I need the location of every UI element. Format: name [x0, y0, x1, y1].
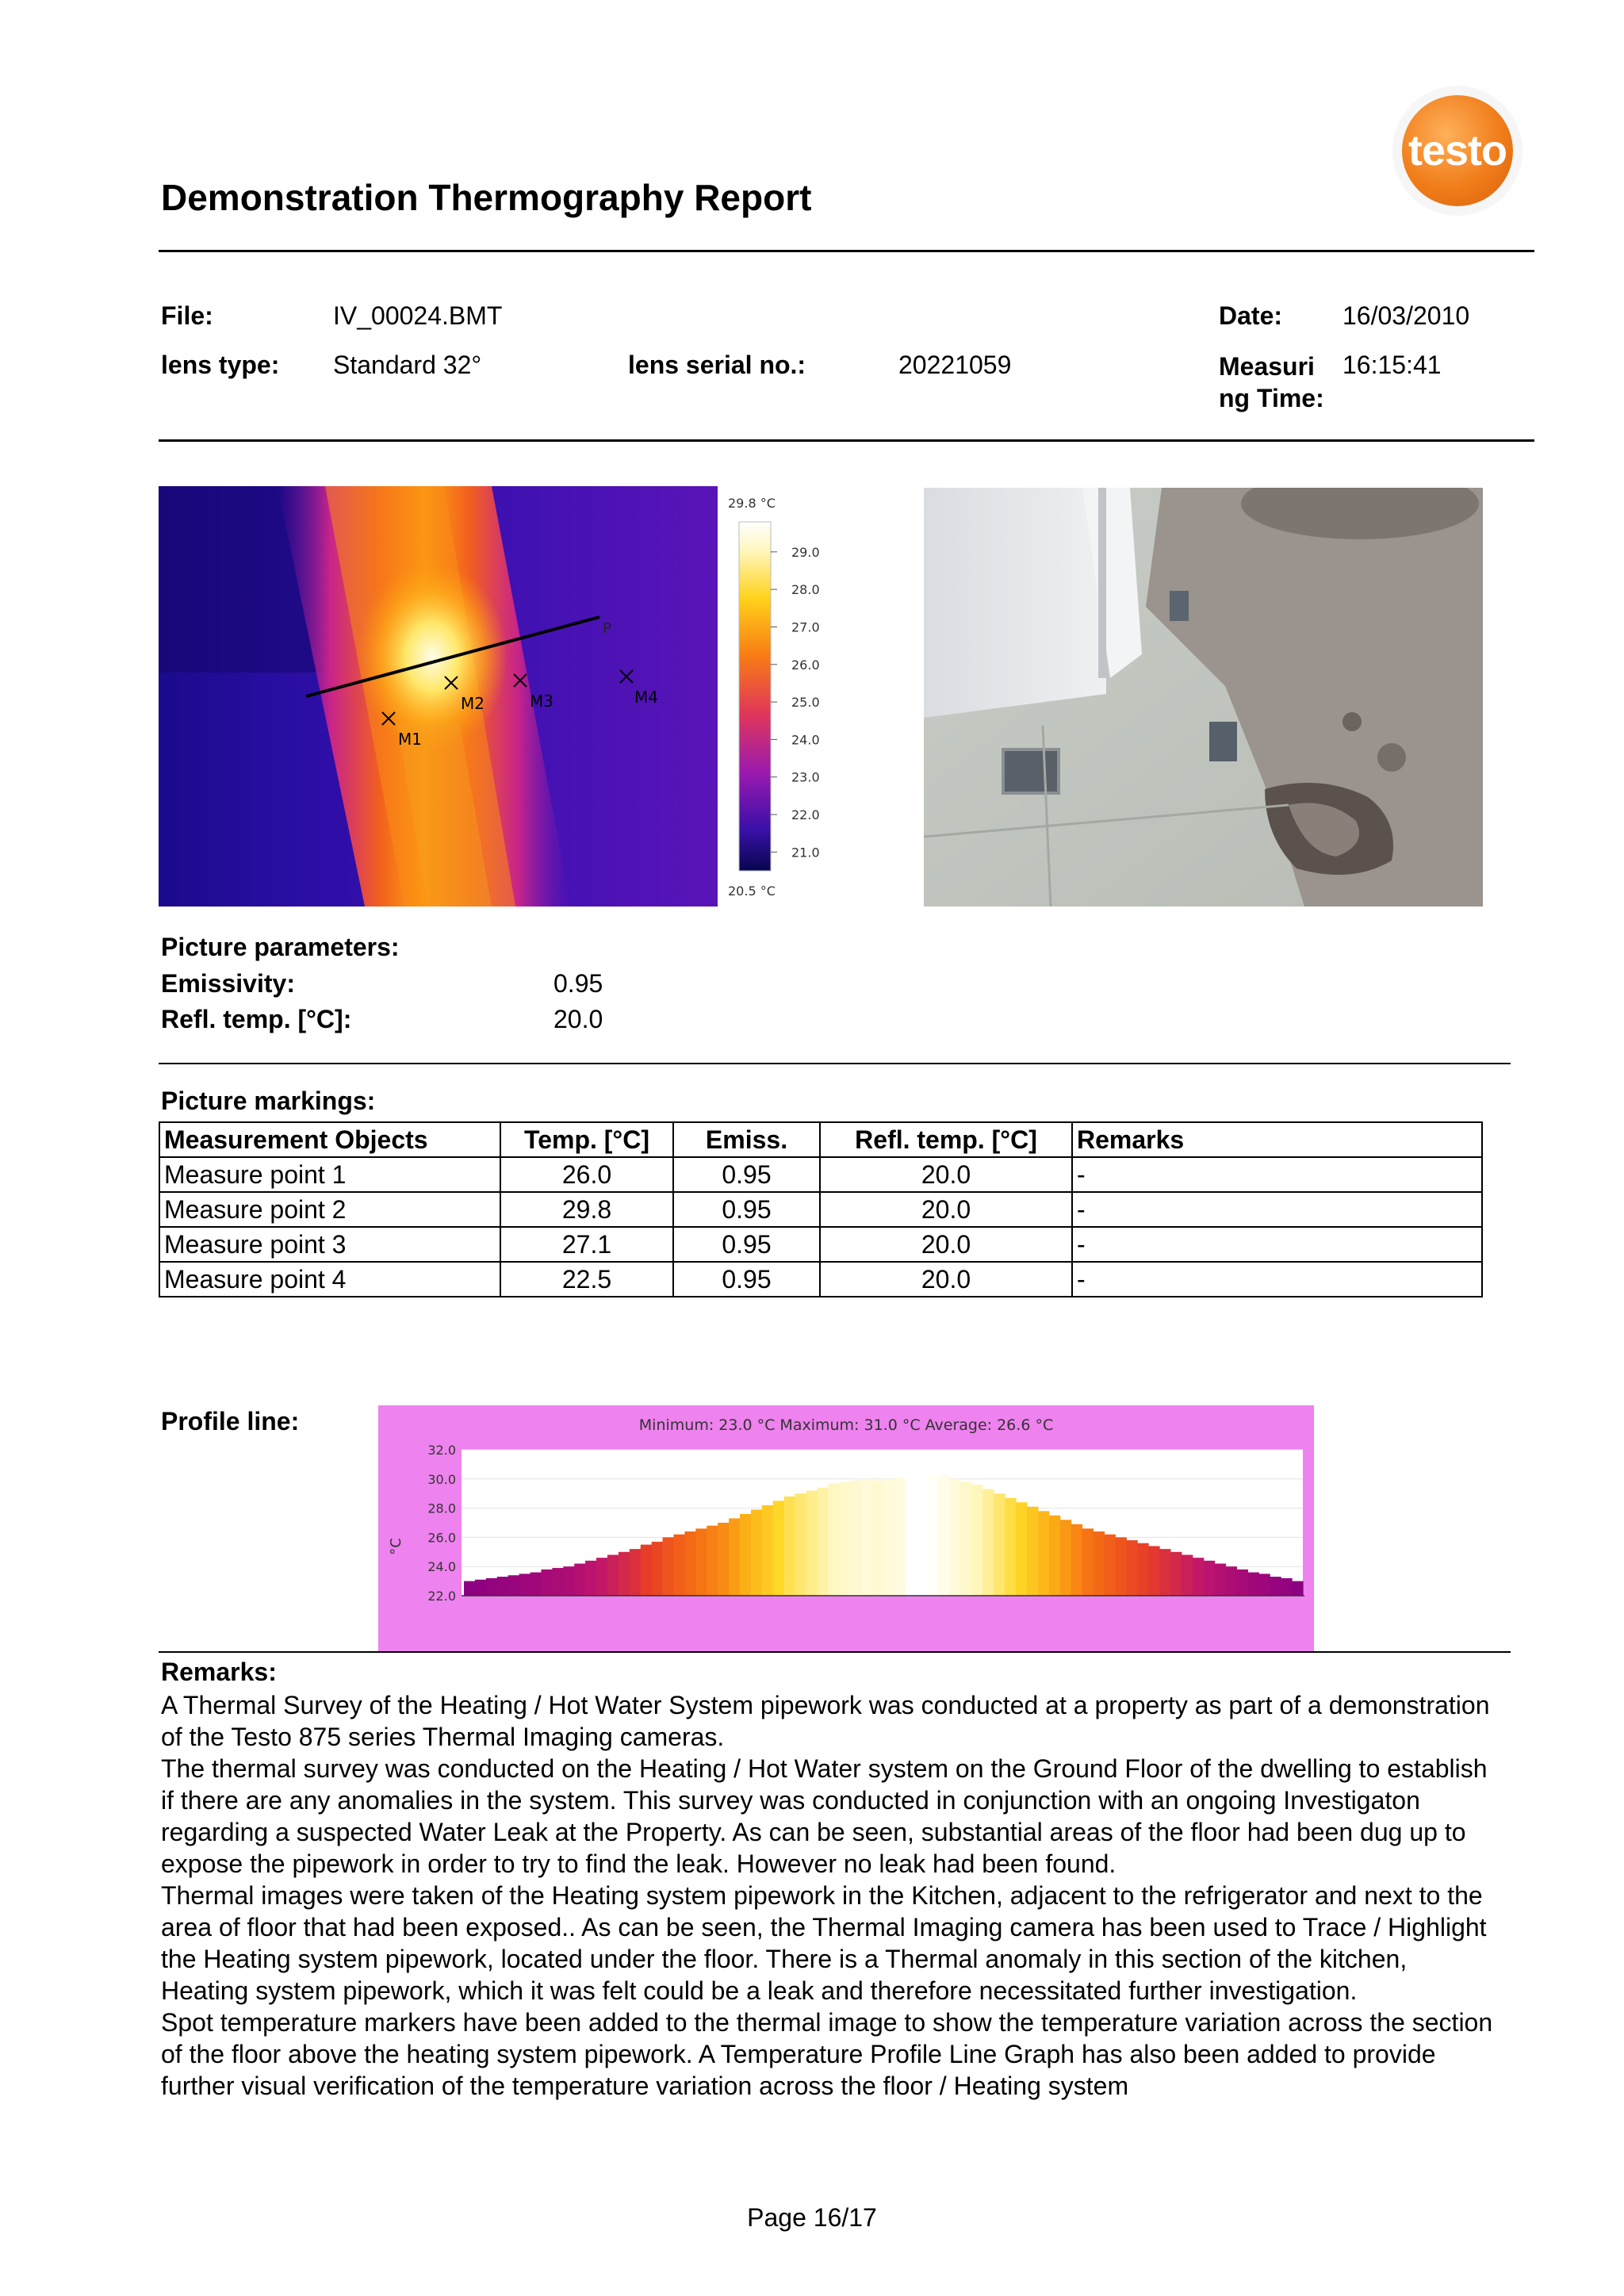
cell-remarks: -	[1072, 1157, 1482, 1192]
markings-table	[159, 1121, 1483, 1297]
scale-min: 20.5 °C	[728, 884, 776, 899]
scale-tick-label: 29.0	[791, 544, 820, 560]
profile-bar	[1281, 1578, 1293, 1596]
refl-temp-label: Refl. temp. [°C]:	[161, 1005, 352, 1033]
visual-photo	[924, 488, 1483, 907]
profile-bar	[894, 1478, 906, 1596]
profile-bar	[1193, 1558, 1205, 1596]
profile-bar	[795, 1493, 807, 1596]
profile-bar	[497, 1577, 509, 1596]
refl-temp-value: 20.0	[553, 1005, 603, 1033]
profile-bar	[751, 1509, 763, 1596]
profile-bar	[596, 1558, 608, 1596]
cell-remarks: -	[1072, 1227, 1482, 1262]
lens-type-label: lens type:	[161, 351, 280, 379]
profile-stats: Minimum: 23.0 °C Maximum: 31.0 °C Average: 26.6 °C	[638, 1416, 1054, 1434]
svg-text:M4: M4	[634, 688, 658, 707]
remarks-paragraph: A Thermal Survey of the Heating / Hot Water System pipework was conducted at a property as part of a demonstration of the Testo 875 series Thermal Imaging cameras.	[161, 1691, 1490, 1751]
profile-bar	[1226, 1566, 1238, 1596]
scale-tick-label: 24.0	[791, 732, 820, 748]
col-measurement-objects: Measurement Objects	[159, 1122, 500, 1157]
remarks-paragraph: Spot temperature markers have been added to the thermal image to show the temperature variation across the section of the floor above the heating system pipework. A Temperature Profile Line Graph has also been added to provide further visual verification of the temperature variation across the floor / Heating system	[161, 2008, 1493, 2100]
picture-markings-heading: Picture markings:	[161, 1087, 376, 1115]
scale-max: 29.8 °C	[728, 496, 776, 511]
lens-type-value: Standard 32°	[333, 351, 482, 379]
profile-bar	[1094, 1531, 1105, 1596]
cell-emiss: 0.95	[673, 1192, 820, 1227]
cell-temp: 22.5	[500, 1262, 673, 1297]
scale-tick-label: 25.0	[791, 695, 820, 711]
profile-bar	[684, 1531, 696, 1596]
measuring-time-label	[1219, 351, 1324, 414]
profile-bar	[1170, 1552, 1182, 1596]
measuring-time-label-line2: ng Time:	[1219, 384, 1324, 412]
profile-line-heading: Profile line:	[161, 1407, 300, 1435]
profile-bar	[585, 1561, 597, 1596]
col-remarks: Remarks	[1072, 1122, 1482, 1157]
profile-ytick-label: 26.0	[427, 1530, 456, 1546]
profile-bar	[1215, 1564, 1227, 1596]
profile-bar	[1082, 1528, 1094, 1596]
profile-bar	[674, 1535, 686, 1596]
svg-text:M3: M3	[530, 692, 553, 711]
profile-bar	[1159, 1549, 1171, 1596]
scale-tick-label: 21.0	[791, 845, 820, 861]
cell-emiss: 0.95	[673, 1227, 820, 1262]
profile-bar	[1005, 1498, 1017, 1596]
scale-tick-label: 27.0	[791, 619, 820, 635]
profile-bar	[508, 1575, 520, 1596]
emissivity-value: 0.95	[553, 969, 603, 998]
table-row	[159, 1262, 1482, 1297]
cell-temp: 29.8	[500, 1192, 673, 1227]
profile-rule	[159, 1651, 1511, 1653]
profile-bar	[1204, 1561, 1216, 1596]
profile-bar	[541, 1570, 553, 1596]
svg-text:M2: M2	[461, 694, 485, 713]
remarks-paragraph: Thermal images were taken of the Heating system pipework in the Kitchen, adjacent to the refrigerator and next to the area of floor that had been exposed.. As can be seen, the Thermal Imaging camera has been used to Trace / Highlight the Heating system pipework, located under the floor. There is a Thermal anomaly in this section of the kitchen, Heating system pipework, which it was felt could be a leak and therefore necessitated further investigation.	[161, 1881, 1487, 2005]
profile-bar	[1126, 1540, 1138, 1596]
cell-emiss: 0.95	[673, 1262, 820, 1297]
profile-ytick-label: 30.0	[427, 1471, 456, 1487]
profile-ytick-label: 32.0	[427, 1443, 456, 1458]
profile-bar	[464, 1581, 476, 1596]
profile-ylabel: °C	[388, 1538, 404, 1555]
profile-bar	[652, 1542, 664, 1596]
profile-bar	[1148, 1546, 1160, 1596]
cell-object: Measure point 2	[159, 1192, 500, 1227]
date-label: Date:	[1219, 301, 1283, 330]
profile-bar	[950, 1479, 962, 1596]
profile-bar	[1060, 1520, 1072, 1596]
col-refl-temp: Refl. temp. [°C]	[820, 1122, 1072, 1157]
measuring-time-label-line1: Measuri	[1219, 352, 1315, 381]
cell-object: Measure point 4	[159, 1262, 500, 1297]
profile-bar	[806, 1491, 818, 1596]
profile-bar	[1236, 1570, 1248, 1596]
profile-bar	[718, 1523, 730, 1596]
profile-bar	[861, 1479, 873, 1596]
profile-bar	[663, 1537, 675, 1596]
profile-ytick-label: 24.0	[427, 1559, 456, 1575]
profile-bar	[817, 1488, 829, 1596]
cell-temp: 27.1	[500, 1227, 673, 1262]
profile-bar	[486, 1578, 498, 1596]
profile-bar	[729, 1518, 741, 1596]
remarks-body	[161, 1689, 1493, 2102]
remarks-heading: Remarks:	[161, 1658, 277, 1686]
profile-bar	[641, 1545, 653, 1596]
lens-serial-label: lens serial no.:	[628, 351, 806, 379]
col-emiss: Emiss.	[673, 1122, 820, 1157]
col-temp: Temp. [°C]	[500, 1122, 673, 1157]
cell-emiss: 0.95	[673, 1157, 820, 1192]
profile-bar	[784, 1497, 796, 1596]
cell-object: Measure point 1	[159, 1157, 500, 1192]
profile-bar	[619, 1552, 630, 1596]
profile-bar	[530, 1573, 542, 1596]
scale-tick-label: 22.0	[791, 807, 820, 823]
profile-bar	[917, 1467, 929, 1596]
profile-bar	[563, 1566, 575, 1596]
profile-bar	[1247, 1573, 1259, 1596]
profile-bar	[630, 1549, 642, 1596]
profile-bar	[1071, 1524, 1083, 1596]
profile-bar	[475, 1580, 487, 1596]
profile-bar	[971, 1485, 983, 1596]
measuring-time-value: 16:15:41	[1342, 351, 1442, 379]
profile-bar	[740, 1514, 752, 1596]
profile-bar	[1104, 1535, 1116, 1596]
profile-chart	[378, 1405, 1314, 1651]
profile-bar	[773, 1501, 785, 1596]
svg-text:M1: M1	[398, 730, 422, 749]
profile-bar	[574, 1564, 586, 1596]
profile-bar	[960, 1481, 972, 1596]
table-header-row	[159, 1122, 1482, 1157]
cell-remarks: -	[1072, 1192, 1482, 1227]
profile-bar	[707, 1526, 718, 1596]
parameters-rule	[159, 1063, 1511, 1064]
testo-logo	[1402, 95, 1513, 206]
profile-ytick-label: 28.0	[427, 1501, 456, 1516]
profile-bar	[695, 1528, 707, 1596]
temperature-scale	[723, 492, 834, 904]
file-value: IV_00024.BMT	[333, 301, 503, 330]
profile-bar	[1137, 1543, 1149, 1596]
thermal-image	[159, 486, 718, 907]
scale-tick-label: 23.0	[791, 769, 820, 785]
profile-bar	[828, 1483, 840, 1596]
scale-tick-label: 28.0	[791, 582, 820, 598]
table-row	[159, 1227, 1482, 1262]
cell-refl: 20.0	[820, 1157, 1072, 1192]
cell-refl: 20.0	[820, 1262, 1072, 1297]
profile-bar	[1016, 1502, 1028, 1596]
file-label: File:	[161, 301, 213, 330]
profile-bar	[982, 1489, 994, 1596]
profile-bar	[883, 1479, 895, 1596]
lens-serial-value: 20221059	[898, 351, 1012, 379]
scale-tick-label: 26.0	[791, 657, 820, 673]
profile-bar	[994, 1493, 1005, 1596]
header-rule	[159, 250, 1534, 252]
profile-bar	[872, 1481, 884, 1596]
profile-bar	[1258, 1573, 1270, 1596]
profile-bar	[1270, 1577, 1281, 1596]
meta-rule	[159, 439, 1534, 442]
remarks-paragraph: The thermal survey was conducted on the Heating / Hot Water system on the Ground Floor of the dwelling to establish if there are any anomalies in the system. This survey was conducted in conjunction with an ongoing Investigaton regarding a suspected Water Leak at the Property. As can be seen, substantial areas of the floor had been dug up to expose the pipework in order to try to find the leak. However no leak had been found.	[161, 1754, 1488, 1878]
profile-bar	[850, 1481, 862, 1596]
cell-refl: 20.0	[820, 1192, 1072, 1227]
profile-bar	[552, 1568, 564, 1596]
cell-temp: 26.0	[500, 1157, 673, 1192]
profile-bar	[519, 1573, 531, 1596]
profile-bar	[762, 1505, 774, 1596]
profile-ytick-label: 22.0	[427, 1589, 456, 1604]
profile-bar	[1182, 1554, 1193, 1596]
cell-object: Measure point 3	[159, 1227, 500, 1262]
profile-bar	[906, 1464, 917, 1596]
profile-bar	[1027, 1507, 1039, 1596]
profile-bar	[839, 1481, 851, 1596]
logo-text: testo	[1408, 127, 1507, 174]
report-title: Demonstration Thermography Report	[161, 177, 812, 218]
table-row	[159, 1157, 1482, 1192]
emissivity-label: Emissivity:	[161, 969, 295, 998]
profile-bar	[1115, 1537, 1127, 1596]
date-value: 16/03/2010	[1342, 301, 1470, 330]
page-number: Page 16/17	[747, 2203, 877, 2232]
cell-remarks: -	[1072, 1262, 1482, 1297]
profile-bar	[607, 1554, 619, 1596]
profile-bar	[928, 1473, 940, 1596]
profile-bar	[1038, 1511, 1050, 1596]
picture-parameters-heading: Picture parameters:	[161, 933, 400, 961]
cell-refl: 20.0	[820, 1227, 1072, 1262]
profile-bar	[1292, 1581, 1304, 1596]
profile-bar	[1049, 1516, 1061, 1596]
profile-marker: P	[603, 620, 611, 637]
table-row	[159, 1192, 1482, 1227]
profile-bar	[939, 1476, 951, 1596]
